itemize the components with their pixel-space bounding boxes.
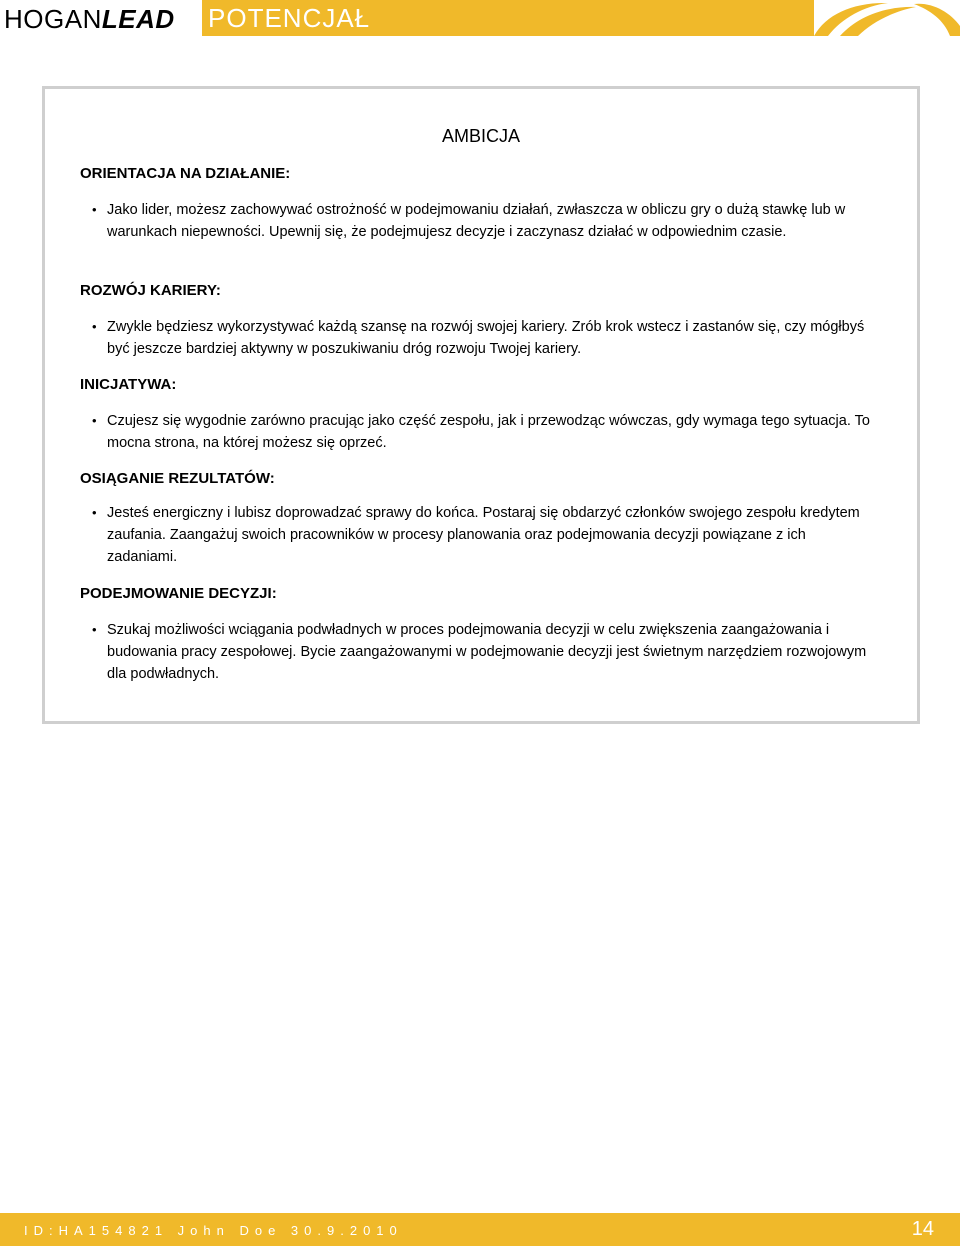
bullet-icon: • <box>92 413 97 428</box>
swoosh-logo-icon <box>814 0 960 36</box>
report-title: AMBICJA <box>442 126 521 146</box>
header-bar-title: POTENCJAŁ <box>208 3 371 33</box>
section-rozwoj-kariery <box>80 281 880 357</box>
report-content-box <box>42 86 920 724</box>
section-heading: INICJATYWA: <box>80 376 177 393</box>
bullet-icon: • <box>92 622 97 637</box>
section-heading: ROZWÓJ KARIERY: <box>80 282 221 299</box>
page-footer <box>0 1213 960 1246</box>
header-bar <box>202 0 814 36</box>
section-text: Szukaj możliwości wciągania podwładnych w proces podejmowania decyzji w celu zwiększenia zaangażowania i budowania pracy zespołowej. Bycie zaangażowanymi w podejmowanie decyzji jest świetnym narzędziem rozwojowym dla podwładnych. <box>107 622 867 682</box>
page-number: 14 <box>911 1218 934 1240</box>
section-inicjatywa <box>80 375 880 451</box>
section-orientacja <box>80 164 880 240</box>
page-header <box>0 0 960 36</box>
section-heading: PODEJMOWANIE DECYZJI: <box>80 585 277 602</box>
section-text: Czujesz się wygodnie zarówno pracując jako część zespołu, jak i przewodząc wówczas, gdy wymaga tego sytuacja. To mocna strona, na której możesz się oprzeć. <box>107 413 870 451</box>
section-text: Jako lider, możesz zachowywać ostrożność w podejmowaniu działań, zwłaszcza w obliczu gry o dużą stawkę lub w warunkach niepewności. Upewnij się, że podejmujesz decyzje i zaczynasz działać w odpowiednim czasie. <box>107 202 846 240</box>
swoosh-logo-graphic <box>814 0 960 36</box>
section-heading: ORIENTACJA NA DZIAŁANIE: <box>80 165 291 182</box>
bullet-icon: • <box>92 505 97 520</box>
brand-lead-text: LEAD <box>101 4 175 34</box>
brand-hogan-text: HOGAN <box>4 4 102 34</box>
section-podejmowanie-decyzji <box>80 584 880 682</box>
brand-logotype <box>4 2 175 36</box>
section-text: Jesteś energiczny i lubisz doprowadzać sprawy do końca. Postaraj się obdarzyć członków swojego zespołu kredytem zaufania. Zaangażuj swoich pracowników w procesy planowania oraz podejmowania decyzji powiązane z ich zadaniami. <box>107 505 860 565</box>
report-id-text: ID:HA154821 John Doe 30.9.2010 <box>24 1223 403 1238</box>
bullet-icon: • <box>92 319 97 334</box>
section-osiaganie-rezultatow <box>80 469 880 565</box>
bullet-icon: • <box>92 202 97 217</box>
section-heading: OSIĄGANIE REZULTATÓW: <box>80 470 275 487</box>
section-text: Zwykle będziesz wykorzystywać każdą szansę na rozwój swojej kariery. Zrób krok wstecz i zastanów się, czy mógłbyś być jeszcze bardziej aktywny w poszukiwaniu dróg rozwoju Twojej kariery. <box>107 319 865 357</box>
